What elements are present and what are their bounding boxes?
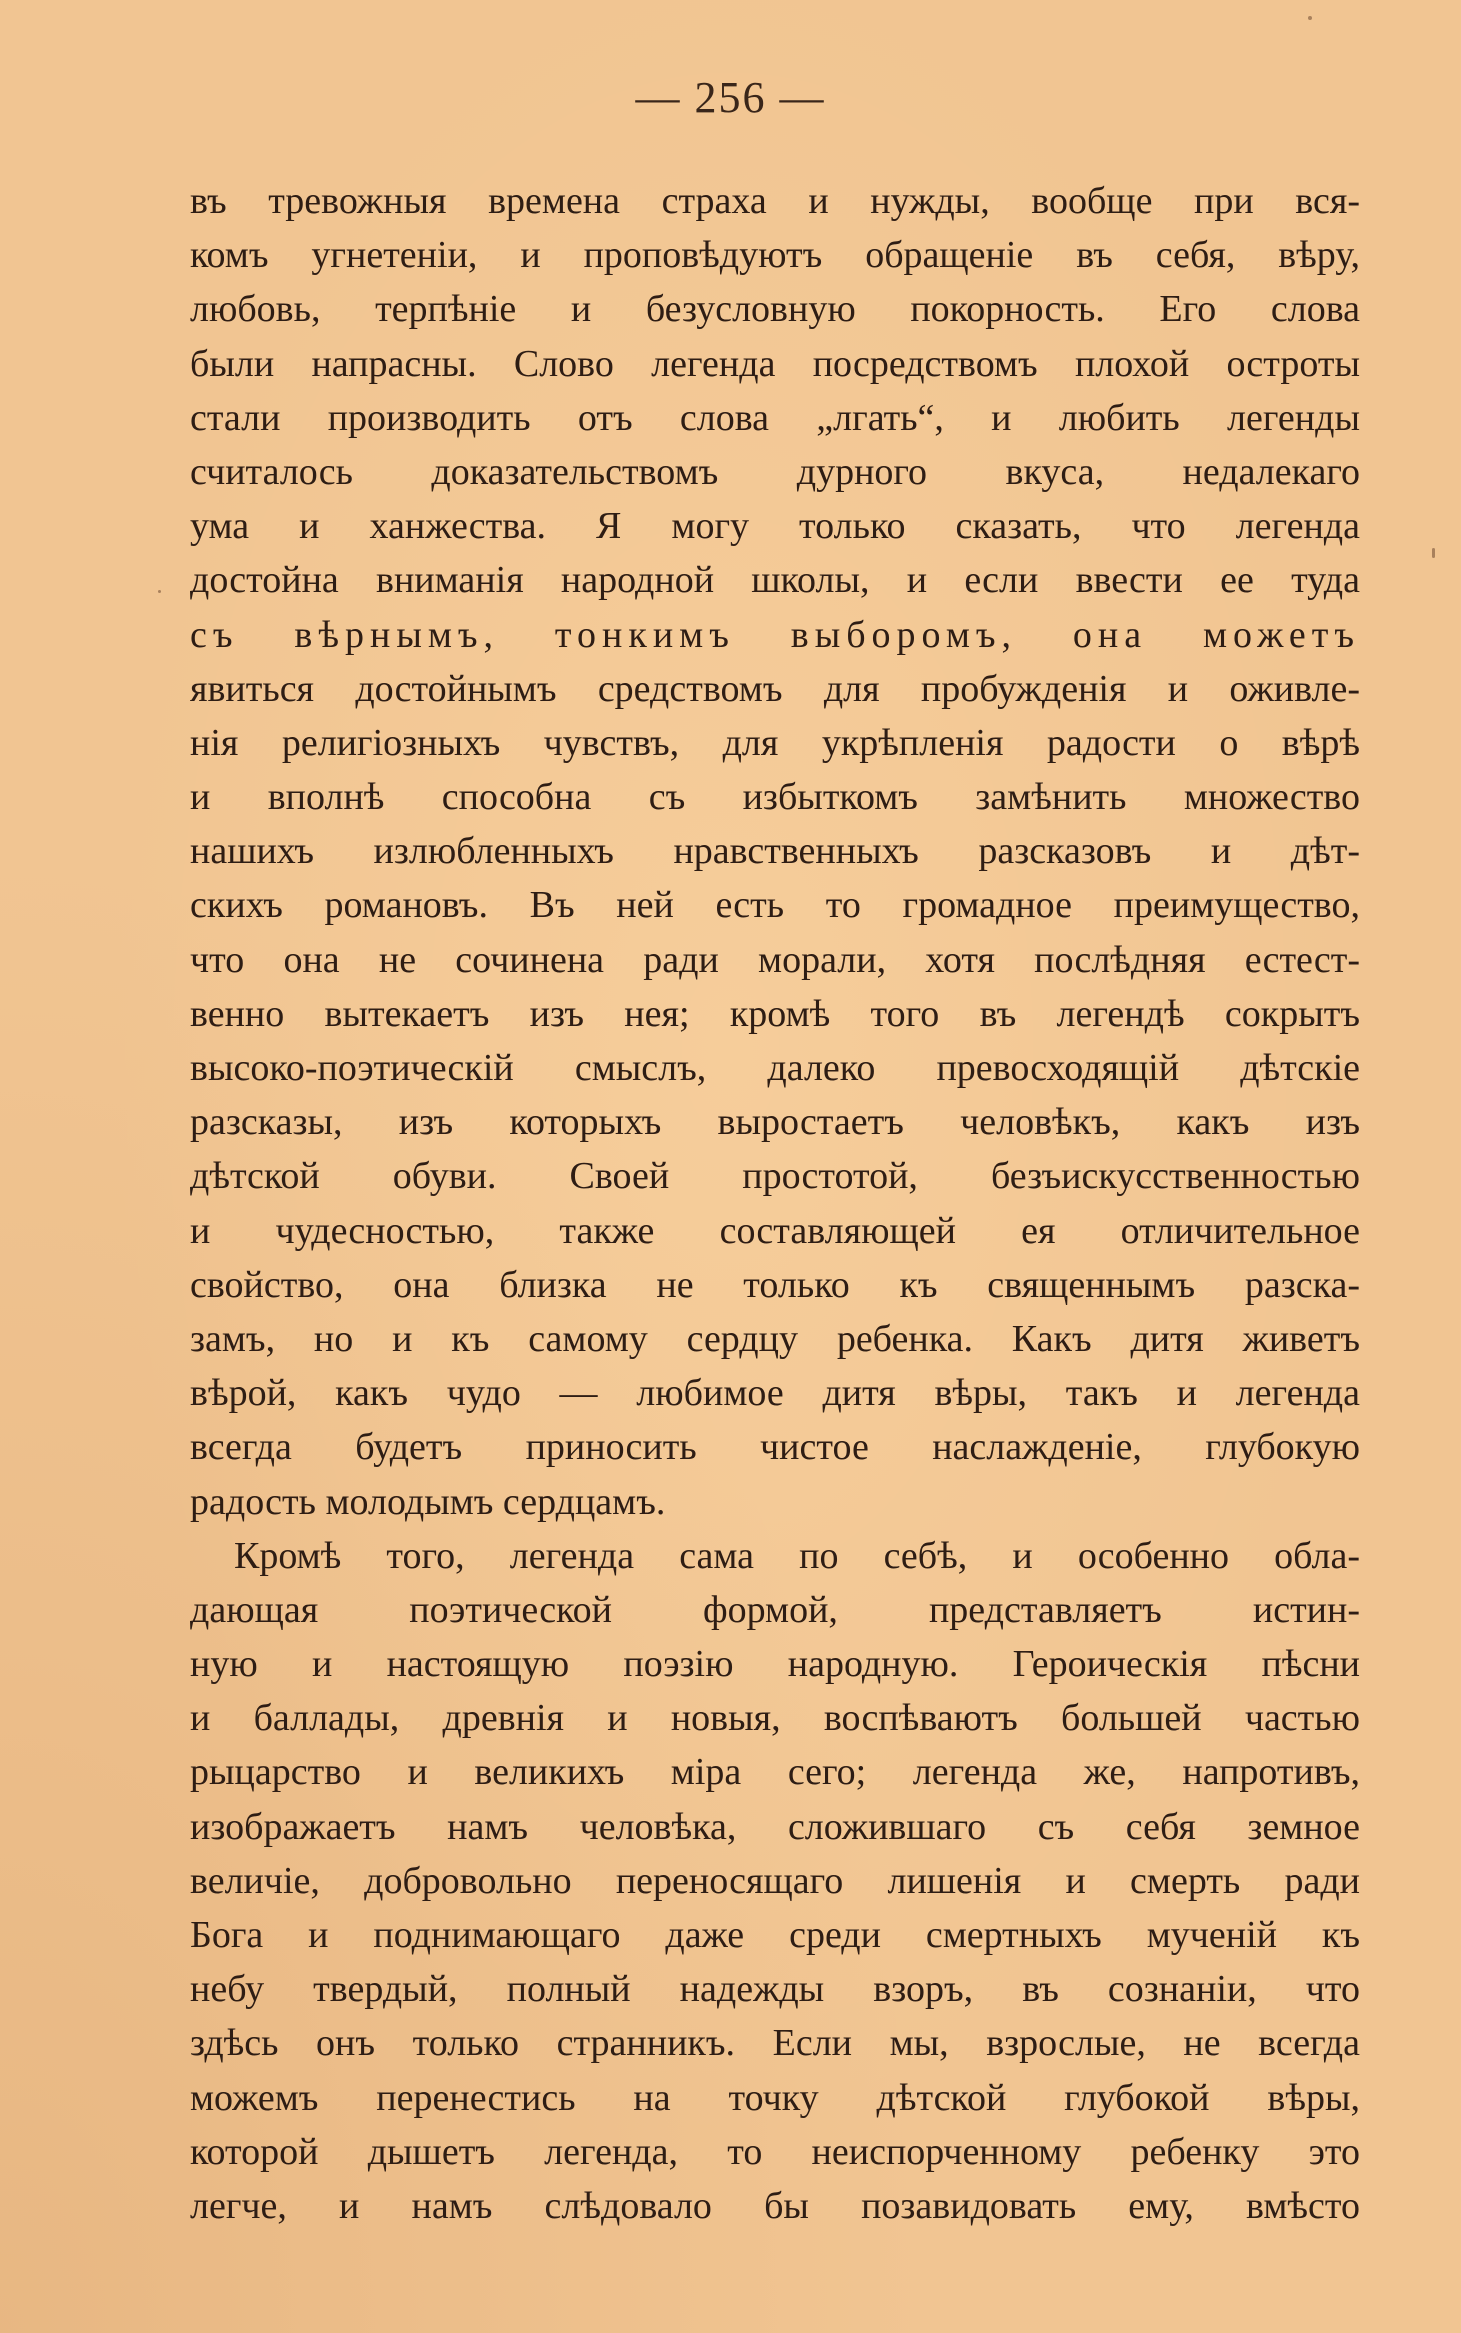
text-line: любовь, терпѣніе и безусловную покорность. Его слова [190, 288, 1360, 331]
text-line: дающая поэтической формой, представляетъ истин- [190, 1588, 1360, 1631]
text-line: изображаетъ намъ человѣка, сложившаго съ себя земное [190, 1805, 1360, 1848]
text-line: комъ угнетеніи, и проповѣдуютъ обращеніе въ себя, вѣру, [190, 234, 1360, 277]
text-line: высоко-поэтическій смыслъ, далеко превосходящій дѣтскіе [190, 1047, 1360, 1089]
text-line: здѣсь онъ только странникъ. Если мы, взрослые, не всегда [190, 2022, 1360, 2065]
text-line: ума и ханжества. Я могу только сказать, что легенда [190, 505, 1360, 548]
text-line: нія религіозныхъ чувствъ, для укрѣпленія радости о вѣрѣ [190, 721, 1360, 764]
page-number: — 256 — [635, 73, 826, 122]
text-line: небу твердый, полный надежды взоръ, въ сознаніи, что [190, 1968, 1360, 2011]
paper-speck [158, 590, 161, 593]
text-line: и чудесностью, также составляющей ея отличительное [190, 1209, 1360, 1252]
text-line: что она не сочинена ради морали, хотя послѣдняя естест- [190, 938, 1360, 981]
text-line: которой дышетъ легенда, то неиспорченному ребенку это [190, 2130, 1360, 2173]
text-line: явиться достойнымъ средствомъ для пробужденія и оживле- [190, 667, 1360, 710]
text-line: всегда будетъ приносить чистое наслажденіе, глубокую [190, 1426, 1360, 1469]
paper-speck [1308, 16, 1312, 20]
text-line: Бога и поднимающаго даже среди смертныхъ мученій къ [190, 1914, 1360, 1956]
text-line: и вполнѣ способна съ избыткомъ замѣнить множество [190, 776, 1360, 819]
text-line: нашихъ излюбленныхъ нравственныхъ разсказовъ и дѣт- [190, 830, 1360, 873]
text-line: стали производить отъ слова „лгать“, и любить легенды [190, 396, 1360, 439]
text-line: дѣтской обуви. Своей простотой, безъискусственностью [190, 1155, 1360, 1198]
text-line: считалось доказательствомъ дурного вкуса, недалекаго [190, 450, 1360, 493]
text-line-paragraph-start: Кромѣ того, легенда сама по себѣ, и особенно обла- [234, 1534, 1360, 1577]
text-line: величіе, добровольно переносящаго лишенія и смерть ради [190, 1859, 1360, 1902]
body-text [190, 174, 1360, 2233]
text-line: легче, и намъ слѣдовало бы позавидовать ему, вмѣсто [190, 2184, 1360, 2227]
text-line: были напрасны. Слово легенда посредствомъ плохой остроты [190, 342, 1360, 385]
text-line: вѣрой, какъ чудо — любимое дитя вѣры, такъ и легенда [190, 1372, 1360, 1415]
text-line: скихъ романовъ. Въ ней есть то громадное преимущество, [190, 884, 1360, 927]
text-line: разсказы, изъ которыхъ выростаетъ человѣкъ, какъ изъ [190, 1101, 1360, 1144]
text-line-paragraph-end: радость молодымъ сердцамъ. [190, 1480, 666, 1523]
paper-speck [1432, 548, 1435, 558]
text-line: замъ, но и къ самому сердцу ребенка. Какъ дитя живетъ [190, 1317, 1360, 1360]
text-line: свойство, она близка не только къ священнымъ разска- [190, 1263, 1360, 1306]
text-line: достойна вниманія народной школы, и если ввести ее туда [190, 559, 1360, 602]
text-line: ную и настоящую поэзію народную. Героическія пѣсни [190, 1643, 1360, 1686]
text-line: и баллады, древнія и новыя, воспѣваютъ большей частью [190, 1697, 1360, 1740]
text-line: венно вытекаетъ изъ нея; кромѣ того въ легендѣ сокрытъ [190, 992, 1360, 1035]
text-line: въ тревожныя времена страха и нужды, вообще при вся- [190, 180, 1360, 222]
text-line: рыцарство и великихъ міра сего; легенда же, напротивъ, [190, 1751, 1360, 1794]
text-line: можемъ перенестись на точку дѣтской глубокой вѣры, [190, 2076, 1360, 2119]
text-line: съ вѣрнымъ, тонкимъ выборомъ, она можетъ [190, 613, 1360, 656]
